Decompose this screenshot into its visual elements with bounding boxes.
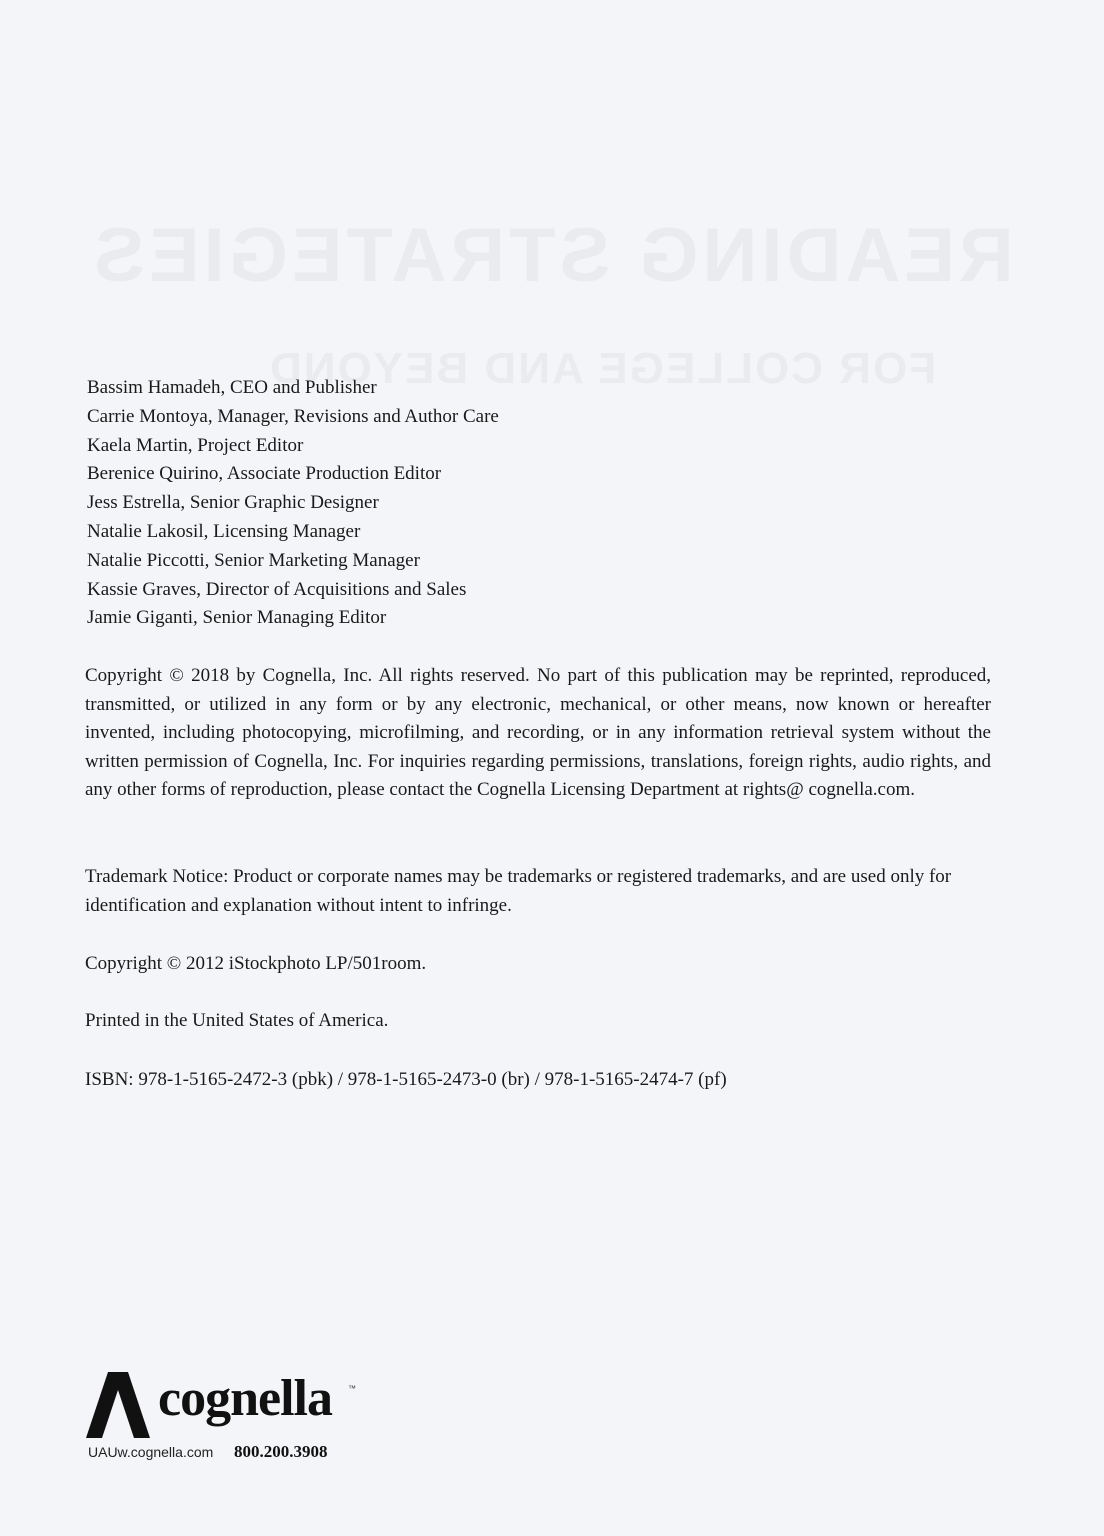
staff-credit: Natalie Piccotti, Senior Marketing Manager bbox=[87, 549, 420, 571]
trademark-notice: Trademark Notice: Product or corporate names may be trademarks or registered trademarks, and are used only for identification and explanation without intent to infringe. bbox=[85, 866, 952, 916]
staff-credit: Jess Estrella, Senior Graphic Designer bbox=[87, 492, 379, 514]
staff-credit: Kassie Graves, Director of Acquisitions and Sales bbox=[87, 578, 467, 600]
staff-credit: Kaela Martin, Project Editor bbox=[87, 434, 304, 456]
staff-credit: Natalie Lakosil, Licensing Manager bbox=[87, 520, 361, 542]
logo-trademark: ™ bbox=[348, 1384, 356, 1393]
cognella-caret-icon bbox=[86, 1372, 150, 1438]
staff-credit: Bassim Hamadeh, CEO and Publisher bbox=[87, 377, 377, 398]
staff-credit: Berenice Quirino, Associate Production Editor bbox=[87, 463, 442, 485]
isbn-line: ISBN: 978-1-5165-2472-3 (pbk) / 978-1-5165-2473-0 (br) / 978-1-5165-2474-7 (pf) bbox=[85, 1069, 727, 1090]
publisher-phone: 800.200.3908 bbox=[234, 1442, 328, 1461]
bleed-through-title: READING STRATEGIES bbox=[90, 213, 1014, 298]
staff-credits-list bbox=[87, 374, 499, 633]
copyright-notice: Copyright © 2018 by Cognella, Inc. All rights reserved. No part of this publication may be reprinted, reproduced, transmitted, or utilized in any form or by any electronic, mechanical, or other means, now known or hereafter invented, including photocopying, microfilming, and recording, or in any information retrieval system without the written permission of Cognella, Inc. For inquiries regarding permissions, translations, foreign rights, audio rights, and any other forms of reproduction, please contact the Cognella Licensing Department at rights@ cognella.com. bbox=[85, 665, 991, 801]
publisher-url: UAUw.cognella.com bbox=[88, 1444, 214, 1460]
staff-credit: Carrie Montoya, Manager, Revisions and Author Care bbox=[87, 405, 499, 427]
image-credit: Copyright © 2012 iStockphoto LP/501room. bbox=[85, 953, 427, 974]
logo-wordmark: cognella bbox=[158, 1370, 332, 1427]
publisher-logo bbox=[86, 1368, 366, 1468]
staff-credit: Jamie Giganti, Senior Managing Editor bbox=[87, 607, 387, 629]
bleed-through-subtitle: FOR COLLEGE AND BEYOND bbox=[267, 344, 937, 393]
printed-in: Printed in the United States of America. bbox=[85, 1010, 389, 1031]
